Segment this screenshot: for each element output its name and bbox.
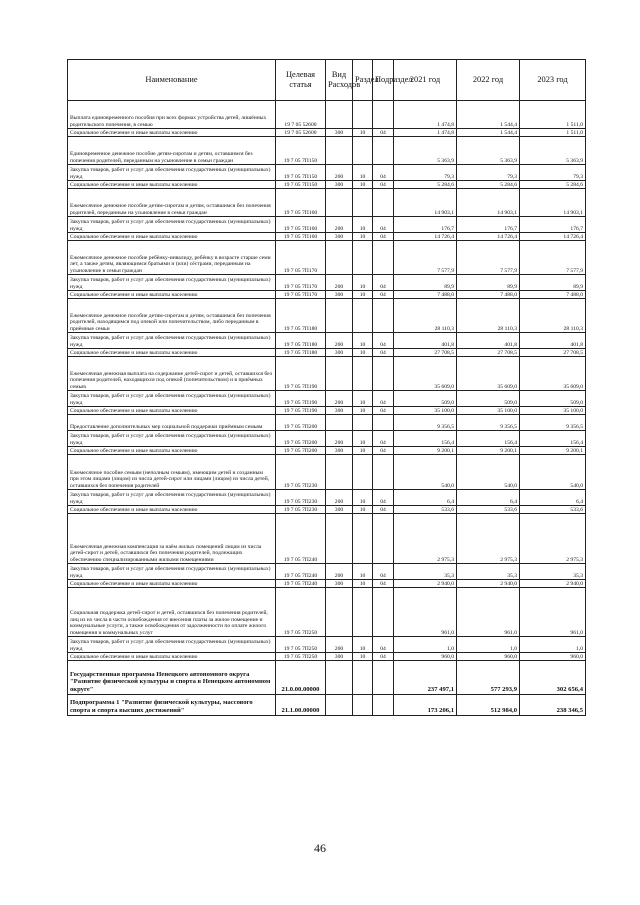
page-number: 46 xyxy=(314,841,326,855)
cell-name: Единовременное денежное пособие детям-сиротам и детям, оставшимся без попечения родителей, переданным на усыновление в семьи граждан xyxy=(68,137,276,165)
cell-y2023: 156,4 xyxy=(520,431,586,447)
cell-y2021: 35,3 xyxy=(394,564,457,580)
cell-y2021: 14 903,1 xyxy=(394,189,457,217)
cell-vr xyxy=(326,101,353,129)
header-code: Целевая статья xyxy=(276,60,326,101)
cell-name: Социальное обеспечение и иные выплаты населению xyxy=(68,291,276,299)
cell-name: Социальное обеспечение и иные выплаты населению xyxy=(68,447,276,455)
cell-pr: 04 xyxy=(373,181,394,189)
cell-y2022: 27 708,5 xyxy=(457,349,520,357)
cell-pr: 04 xyxy=(373,490,394,506)
header-vr: Вид Расходов xyxy=(326,60,353,101)
cell-vr xyxy=(326,455,353,490)
table-row xyxy=(68,564,586,580)
cell-y2021: 14 726,4 xyxy=(394,233,457,241)
cell-y2021: 401,8 xyxy=(394,333,457,349)
cell-name: Социальное обеспечение и иные выплаты населению xyxy=(68,129,276,137)
cell-pr: 04 xyxy=(373,637,394,653)
cell-name: Государственная программа Ненецкого автономного округа "Развитие физической культуры и спорта в Ненецком автономном округе" xyxy=(68,661,276,695)
table-row xyxy=(68,217,586,233)
cell-vr xyxy=(326,241,353,275)
cell-name: Ежемесячное денежное пособие детям-сиротам и детям, оставшимся без попечения родителей, находящимся под опекой или попечительством, либо переданным в приёмные семьи xyxy=(68,299,276,333)
cell-y2023: 5 284,6 xyxy=(520,181,586,189)
cell-code: 19 7 05 7П150 xyxy=(276,181,326,189)
table-row xyxy=(68,653,586,661)
cell-y2023: 5 363,9 xyxy=(520,137,586,165)
cell-y2022: 6,4 xyxy=(457,490,520,506)
cell-rz xyxy=(353,695,373,716)
cell-pr xyxy=(373,101,394,129)
cell-vr xyxy=(326,695,353,716)
cell-pr: 04 xyxy=(373,165,394,181)
cell-y2022: 5 284,6 xyxy=(457,181,520,189)
cell-y2021: 35 609,0 xyxy=(394,357,457,391)
cell-y2021: 540,0 xyxy=(394,455,457,490)
cell-name: Социальное обеспечение и иные выплаты населению xyxy=(68,233,276,241)
cell-y2022: 2 940,0 xyxy=(457,580,520,588)
cell-code: 19 7 05 7П240 xyxy=(276,514,326,564)
cell-pr: 04 xyxy=(373,447,394,455)
cell-rz xyxy=(353,189,373,217)
cell-vr: 300 xyxy=(326,653,353,661)
cell-rz: 10 xyxy=(353,490,373,506)
cell-pr: 04 xyxy=(373,506,394,514)
cell-name: Ежемесячное пособие семьям (неполным семьям), имеющим детей и созданным при этом лицами (лицом) из числа детей-сирот или лицами (лицом) из числа детей, оставшихся без попечения родителей xyxy=(68,455,276,490)
cell-y2021: 5 284,6 xyxy=(394,181,457,189)
cell-pr: 04 xyxy=(373,580,394,588)
cell-y2023: 961,0 xyxy=(520,588,586,637)
cell-y2021: 89,9 xyxy=(394,275,457,291)
cell-y2023: 176,7 xyxy=(520,217,586,233)
cell-y2022: 509,0 xyxy=(457,391,520,407)
cell-y2022: 14 726,4 xyxy=(457,233,520,241)
table-row xyxy=(68,455,586,490)
cell-code: 19 7 05 7П180 xyxy=(276,333,326,349)
table-row xyxy=(68,101,586,129)
cell-rz: 10 xyxy=(353,653,373,661)
cell-rz: 10 xyxy=(353,181,373,189)
table-row xyxy=(68,357,586,391)
cell-rz: 10 xyxy=(353,291,373,299)
cell-rz xyxy=(353,299,373,333)
cell-vr: 200 xyxy=(326,217,353,233)
cell-y2022: 156,4 xyxy=(457,431,520,447)
cell-rz: 10 xyxy=(353,333,373,349)
cell-rz xyxy=(353,101,373,129)
table-row xyxy=(68,415,586,431)
table-row xyxy=(68,588,586,637)
cell-y2023: 7 488,0 xyxy=(520,291,586,299)
cell-rz xyxy=(353,514,373,564)
cell-pr: 04 xyxy=(373,653,394,661)
table-row xyxy=(68,181,586,189)
cell-rz: 10 xyxy=(353,580,373,588)
cell-pr: 04 xyxy=(373,407,394,415)
cell-name: Социальное обеспечение и иные выплаты населению xyxy=(68,506,276,514)
table-row xyxy=(68,431,586,447)
cell-pr: 04 xyxy=(373,275,394,291)
cell-rz: 10 xyxy=(353,233,373,241)
cell-vr: 200 xyxy=(326,431,353,447)
cell-y2023: 1 511,0 xyxy=(520,101,586,129)
cell-y2021: 509,0 xyxy=(394,391,457,407)
cell-vr xyxy=(326,415,353,431)
table-row xyxy=(68,349,586,357)
cell-y2021: 28 110,3 xyxy=(394,299,457,333)
cell-rz xyxy=(353,137,373,165)
cell-name: Социальное обеспечение и иные выплаты населению xyxy=(68,181,276,189)
table-row xyxy=(68,189,586,217)
cell-y2022: 9 200,1 xyxy=(457,447,520,455)
cell-y2022: 7 488,0 xyxy=(457,291,520,299)
cell-code: 19 7 05 7П250 xyxy=(276,653,326,661)
cell-y2021: 2 975,3 xyxy=(394,514,457,564)
cell-pr: 04 xyxy=(373,333,394,349)
cell-code: 19 7 05 7П230 xyxy=(276,490,326,506)
cell-y2021: 5 363,9 xyxy=(394,137,457,165)
cell-y2022: 5 363,9 xyxy=(457,137,520,165)
cell-y2022: 28 110,3 xyxy=(457,299,520,333)
cell-name: Социальная поддержка детей-сирот и детей, оставшихся без попечения родителей, лиц из их числа в части освобождения от внесения платы за жилое помещение и коммунальные услуги, а также освобождения от задолженности по оплате жилого помещения и коммунальных услуг xyxy=(68,588,276,637)
cell-code: 19 7 05 7П200 xyxy=(276,431,326,447)
cell-vr: 200 xyxy=(326,490,353,506)
cell-name: Закупка товаров, работ и услуг для обеспечения государственных (муниципальных) нужд xyxy=(68,333,276,349)
cell-vr: 300 xyxy=(326,349,353,357)
cell-vr: 300 xyxy=(326,447,353,455)
cell-code: 19 7 05 7П170 xyxy=(276,291,326,299)
cell-pr: 04 xyxy=(373,391,394,407)
cell-rz xyxy=(353,241,373,275)
cell-vr xyxy=(326,189,353,217)
cell-code: 19 7 05 7П250 xyxy=(276,637,326,653)
cell-y2021: 176,7 xyxy=(394,217,457,233)
cell-rz xyxy=(353,588,373,637)
table-row xyxy=(68,299,586,333)
cell-name: Закупка товаров, работ и услуг для обеспечения государственных (муниципальных) нужд xyxy=(68,391,276,407)
cell-y2022: 533,6 xyxy=(457,506,520,514)
cell-code: 21.0.00.00000 xyxy=(276,661,326,695)
cell-y2022: 7 577,9 xyxy=(457,241,520,275)
cell-y2022: 961,0 xyxy=(457,588,520,637)
table-row xyxy=(68,275,586,291)
cell-y2023: 35 100,0 xyxy=(520,407,586,415)
cell-vr: 300 xyxy=(326,291,353,299)
cell-code: 19 7 05 7П160 xyxy=(276,233,326,241)
cell-y2022: 960,0 xyxy=(457,653,520,661)
cell-y2022: 35 609,0 xyxy=(457,357,520,391)
cell-y2023: 509,0 xyxy=(520,391,586,407)
cell-code: 19 7 05 52600 xyxy=(276,129,326,137)
cell-code: 19 7 05 52600 xyxy=(276,101,326,129)
cell-y2022: 14 903,1 xyxy=(457,189,520,217)
cell-rz: 10 xyxy=(353,217,373,233)
cell-code: 19 7 05 7П190 xyxy=(276,357,326,391)
cell-rz: 10 xyxy=(353,407,373,415)
cell-vr: 300 xyxy=(326,233,353,241)
cell-vr xyxy=(326,661,353,695)
cell-y2023: 401,8 xyxy=(520,333,586,349)
cell-y2021: 79,3 xyxy=(394,165,457,181)
cell-y2021: 7 577,9 xyxy=(394,241,457,275)
cell-vr: 200 xyxy=(326,275,353,291)
cell-y2023: 14 903,1 xyxy=(520,189,586,217)
cell-name: Подпрограмма 1 "Развитие физической культуры, массового спорта и спорта высших достижений" xyxy=(68,695,276,716)
table-row xyxy=(68,391,586,407)
cell-y2021: 1 474,8 xyxy=(394,129,457,137)
table-row xyxy=(68,661,586,695)
cell-rz: 10 xyxy=(353,275,373,291)
cell-pr xyxy=(373,189,394,217)
cell-rz: 10 xyxy=(353,637,373,653)
cell-y2023: 35 609,0 xyxy=(520,357,586,391)
cell-name: Предоставление дополнительных мер социальной поддержки приёмным семьям xyxy=(68,415,276,431)
cell-rz: 10 xyxy=(353,447,373,455)
cell-y2022: 176,7 xyxy=(457,217,520,233)
cell-vr xyxy=(326,588,353,637)
cell-y2022: 1 544,4 xyxy=(457,101,520,129)
cell-y2022: 540,0 xyxy=(457,455,520,490)
cell-y2022: 35 100,0 xyxy=(457,407,520,415)
cell-code: 19 7 05 7П170 xyxy=(276,241,326,275)
cell-vr: 300 xyxy=(326,580,353,588)
cell-vr: 300 xyxy=(326,407,353,415)
cell-y2022: 9 356,5 xyxy=(457,415,520,431)
cell-code: 19 7 05 7П160 xyxy=(276,217,326,233)
cell-pr: 04 xyxy=(373,291,394,299)
cell-name: Социальное обеспечение и иные выплаты населению xyxy=(68,407,276,415)
cell-y2022: 1,0 xyxy=(457,637,520,653)
cell-y2021: 156,4 xyxy=(394,431,457,447)
cell-y2022: 1 544,4 xyxy=(457,129,520,137)
cell-name: Закупка товаров, работ и услуг для обеспечения государственных (муниципальных) нужд xyxy=(68,490,276,506)
cell-y2023: 79,3 xyxy=(520,165,586,181)
cell-y2021: 35 100,0 xyxy=(394,407,457,415)
table-row xyxy=(68,233,586,241)
cell-y2023: 540,0 xyxy=(520,455,586,490)
cell-y2021: 1 474,8 xyxy=(394,101,457,129)
table-row xyxy=(68,129,586,137)
cell-vr: 200 xyxy=(326,637,353,653)
cell-y2023: 302 656,4 xyxy=(520,661,586,695)
cell-y2021: 2 940,0 xyxy=(394,580,457,588)
cell-vr: 200 xyxy=(326,391,353,407)
cell-name: Ежемесячная денежная выплата на содержание детей-сирот и детей, оставшихся без попечения родителей, находящихся под опекой (попечительством) и в приёмных семьях xyxy=(68,357,276,391)
table-row xyxy=(68,580,586,588)
cell-y2023: 14 726,4 xyxy=(520,233,586,241)
cell-pr: 04 xyxy=(373,217,394,233)
cell-rz: 10 xyxy=(353,506,373,514)
cell-pr xyxy=(373,588,394,637)
cell-vr xyxy=(326,137,353,165)
cell-pr xyxy=(373,455,394,490)
cell-y2021: 7 488,0 xyxy=(394,291,457,299)
cell-y2023: 9 356,5 xyxy=(520,415,586,431)
cell-vr xyxy=(326,299,353,333)
cell-pr xyxy=(373,415,394,431)
cell-name: Закупка товаров, работ и услуг для обеспечения государственных (муниципальных) нужд xyxy=(68,431,276,447)
cell-name: Ежемесячное денежное пособие ребёнку-инвалиду, ребёнку в возрасте старше семи лет, а также детям, являющимся братьями и (или) сёстрами, переданным на усыновление в семьи граждан xyxy=(68,241,276,275)
cell-rz: 10 xyxy=(353,391,373,407)
cell-name: Выплата единовременного пособия при всех формах устройства детей, лишённых родительского попечения, в семью xyxy=(68,101,276,129)
cell-rz: 10 xyxy=(353,349,373,357)
cell-y2023: 27 708,5 xyxy=(520,349,586,357)
cell-code: 19 7 05 7П250 xyxy=(276,588,326,637)
header-2023: 2023 год xyxy=(520,60,586,101)
cell-vr xyxy=(326,357,353,391)
cell-rz xyxy=(353,357,373,391)
cell-y2023: 9 200,1 xyxy=(520,447,586,455)
header-2021: 2021 год xyxy=(394,60,457,101)
cell-y2022: 401,8 xyxy=(457,333,520,349)
cell-y2021: 237 497,1 xyxy=(394,661,457,695)
cell-pr: 04 xyxy=(373,233,394,241)
cell-y2021: 6,4 xyxy=(394,490,457,506)
cell-y2022: 89,9 xyxy=(457,275,520,291)
cell-y2021: 27 708,5 xyxy=(394,349,457,357)
cell-y2022: 35,3 xyxy=(457,564,520,580)
cell-code: 21.1.00.00000 xyxy=(276,695,326,716)
table-row xyxy=(68,165,586,181)
cell-y2021: 961,0 xyxy=(394,588,457,637)
cell-vr: 300 xyxy=(326,129,353,137)
cell-y2022: 2 975,3 xyxy=(457,514,520,564)
cell-pr xyxy=(373,661,394,695)
cell-rz: 10 xyxy=(353,165,373,181)
cell-vr: 200 xyxy=(326,564,353,580)
cell-name: Закупка товаров, работ и услуг для обеспечения государственных (муниципальных) нужд xyxy=(68,564,276,580)
cell-y2021: 960,0 xyxy=(394,653,457,661)
cell-name: Ежемесячная денежная компенсация за наём жилых помещений лицам из числа детей-сирот и детей, оставшихся без попечения родителей, подлежащих обеспечению специализированными жилыми помещениями xyxy=(68,514,276,564)
cell-pr xyxy=(373,299,394,333)
cell-code: 19 7 05 7П230 xyxy=(276,455,326,490)
cell-rz: 10 xyxy=(353,431,373,447)
cell-pr xyxy=(373,137,394,165)
cell-code: 19 7 05 7П190 xyxy=(276,407,326,415)
cell-vr: 200 xyxy=(326,333,353,349)
table-row xyxy=(68,637,586,653)
cell-pr: 04 xyxy=(373,349,394,357)
cell-y2023: 35,3 xyxy=(520,564,586,580)
cell-y2021: 533,6 xyxy=(394,506,457,514)
cell-code: 19 7 05 7П150 xyxy=(276,165,326,181)
cell-y2023: 89,9 xyxy=(520,275,586,291)
header-name: Наименование xyxy=(68,60,276,101)
table-row xyxy=(68,407,586,415)
budget-table xyxy=(67,59,586,716)
cell-y2022: 79,3 xyxy=(457,165,520,181)
cell-pr: 04 xyxy=(373,129,394,137)
cell-y2023: 238 346,5 xyxy=(520,695,586,716)
cell-name: Социальное обеспечение и иные выплаты населению xyxy=(68,349,276,357)
cell-name: Социальное обеспечение и иные выплаты населению xyxy=(68,653,276,661)
cell-code: 19 7 05 7П240 xyxy=(276,564,326,580)
cell-code: 19 7 05 7П230 xyxy=(276,506,326,514)
cell-code: 19 7 05 7П180 xyxy=(276,349,326,357)
cell-name: Закупка товаров, работ и услуг для обеспечения государственных (муниципальных) нужд xyxy=(68,217,276,233)
cell-name: Закупка товаров, работ и услуг для обеспечения государственных (муниципальных) нужд xyxy=(68,165,276,181)
cell-y2023: 533,6 xyxy=(520,506,586,514)
cell-y2023: 28 110,3 xyxy=(520,299,586,333)
cell-pr: 04 xyxy=(373,431,394,447)
cell-name: Социальное обеспечение и иные выплаты населению xyxy=(68,580,276,588)
header-2022: 2022 год xyxy=(457,60,520,101)
table-row xyxy=(68,447,586,455)
cell-y2023: 7 577,9 xyxy=(520,241,586,275)
cell-code: 19 7 05 7П240 xyxy=(276,580,326,588)
cell-name: Закупка товаров, работ и услуг для обеспечения государственных (муниципальных) нужд xyxy=(68,275,276,291)
cell-y2023: 960,0 xyxy=(520,653,586,661)
table-row xyxy=(68,137,586,165)
cell-name: Ежемесячное денежное пособие детям-сиротам и детям, оставшимся без попечения родителей, переданным на усыновление в семьи граждан xyxy=(68,189,276,217)
table-row xyxy=(68,695,586,716)
cell-rz xyxy=(353,455,373,490)
cell-pr xyxy=(373,241,394,275)
cell-code: 19 7 05 7П200 xyxy=(276,415,326,431)
cell-pr xyxy=(373,357,394,391)
cell-y2021: 9 356,5 xyxy=(394,415,457,431)
cell-y2022: 512 984,0 xyxy=(457,695,520,716)
table-header-row xyxy=(68,60,586,101)
cell-code: 19 7 05 7П190 xyxy=(276,391,326,407)
cell-vr xyxy=(326,514,353,564)
cell-y2021: 9 200,1 xyxy=(394,447,457,455)
header-pr: Подраздел xyxy=(373,60,394,101)
cell-rz xyxy=(353,415,373,431)
cell-pr xyxy=(373,695,394,716)
cell-pr: 04 xyxy=(373,564,394,580)
cell-y2021: 1,0 xyxy=(394,637,457,653)
cell-vr: 300 xyxy=(326,181,353,189)
cell-y2023: 1,0 xyxy=(520,637,586,653)
cell-name: Закупка товаров, работ и услуг для обеспечения государственных (муниципальных) нужд xyxy=(68,637,276,653)
table-body xyxy=(68,101,586,716)
cell-pr xyxy=(373,514,394,564)
header-rz: Раздел xyxy=(353,60,373,101)
cell-y2023: 2 940,0 xyxy=(520,580,586,588)
cell-rz: 10 xyxy=(353,129,373,137)
cell-y2023: 6,4 xyxy=(520,490,586,506)
table-row xyxy=(68,291,586,299)
cell-y2022: 577 293,9 xyxy=(457,661,520,695)
cell-y2023: 2 975,3 xyxy=(520,514,586,564)
table-row xyxy=(68,506,586,514)
cell-code: 19 7 05 7П150 xyxy=(276,137,326,165)
cell-rz: 10 xyxy=(353,564,373,580)
cell-vr: 200 xyxy=(326,165,353,181)
cell-code: 19 7 05 7П180 xyxy=(276,299,326,333)
cell-code: 19 7 05 7П200 xyxy=(276,447,326,455)
cell-y2021: 173 206,1 xyxy=(394,695,457,716)
cell-rz xyxy=(353,661,373,695)
table-row xyxy=(68,490,586,506)
cell-vr: 300 xyxy=(326,506,353,514)
cell-y2023: 1 511,0 xyxy=(520,129,586,137)
cell-code: 19 7 05 7П170 xyxy=(276,275,326,291)
table-row xyxy=(68,514,586,564)
cell-code: 19 7 05 7П160 xyxy=(276,189,326,217)
table-row xyxy=(68,241,586,275)
table-row xyxy=(68,333,586,349)
